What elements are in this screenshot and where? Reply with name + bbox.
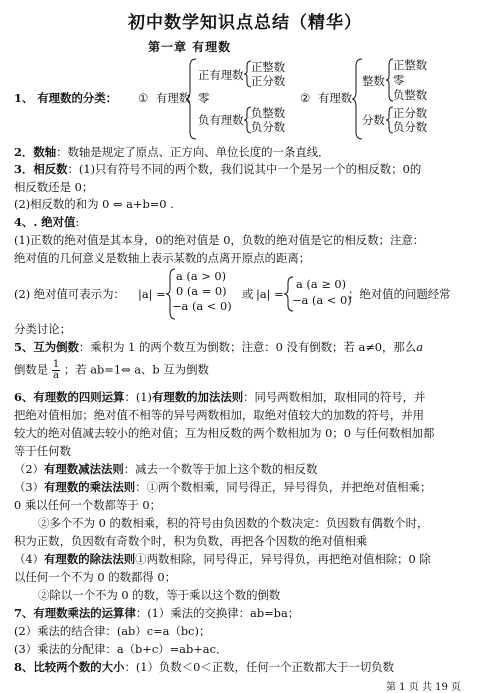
division-rule-line [14, 552, 431, 567]
abs-formula-2-case-2: −a (a < 0) [292, 293, 352, 307]
class1-head: 有理数 [156, 91, 191, 105]
section-4-line-a: (1)正数的绝对值是其本身，0的绝对值是 0，负数的绝对值是它的相反数；注意： [14, 233, 425, 247]
section-6-line-c: 较大的绝对值减去较小的绝对值；互为相反数的两个数相加为 0；0 与任何数相加都 [14, 426, 435, 440]
section-5-line-b [14, 360, 209, 381]
fraction-denominator: a [53, 370, 59, 381]
multiplication-rule-line [14, 480, 431, 495]
subtraction-rule-text: ：减去一个数等于加上这个数的相反数 [123, 462, 318, 476]
class2-marker: ② [300, 91, 311, 105]
section-6-mid: ：(1) [124, 390, 152, 404]
class2-fraction: 分数 [362, 113, 385, 127]
multiplication-rule-num: （3） [14, 480, 45, 494]
class1-neg-frac: 负分数 [251, 120, 286, 134]
addition-rule-text: ：同号两数相加，取相同的符号，并 [243, 390, 426, 404]
division-rule-line-c: ②除以一个不为 0 的数，等于乘以这个数的倒数 [38, 588, 281, 602]
document-title: 初中数学知识点总结（精华） [128, 13, 362, 33]
abs-note: ；绝对值的问题经常 [348, 287, 451, 301]
addition-rule-term: 有理数的加法法则 [151, 390, 244, 404]
reciprocal-fraction [52, 360, 60, 381]
multiplication-rule-line-c: ②多个不为 0 的数相乘，积的符号由负因数的个数决定：负因数有偶数个时， [38, 516, 429, 530]
section-3-line [14, 162, 421, 177]
section-4-line [14, 215, 79, 230]
abs-formula-1-case-2: 0 (a = 0) [176, 284, 227, 298]
division-rule-term: 有理数的除法法则 [44, 552, 136, 566]
section-6-term: 6、有理数的四则运算 [14, 390, 125, 404]
abs-formula-1-case-1: a (a > 0) [176, 269, 227, 283]
reciprocal-post: ；若 ab=1⇔ a、b 互为倒数 [63, 362, 209, 377]
section-2-number: 2． [14, 145, 34, 159]
section-7-text: ：(1）乘法的交换律：ab=ba； [135, 606, 300, 620]
section-8-term: 8、比较两个数的大小 [14, 660, 125, 674]
section-7-line [14, 606, 299, 621]
section-8-line [14, 660, 394, 675]
section-3-text: ：(1)只有符号不同的两个数，我们说其中一个是另一个的相反数；0的 [67, 162, 422, 176]
abs-intro: (2) 绝对值可表示为： [14, 287, 125, 301]
class2-int-pos: 正整数 [393, 58, 428, 72]
section-4-line-b: 绝对值的几何意义是数轴上表示某数的点离开原点的距离； [14, 251, 311, 265]
section-2-line [14, 145, 330, 160]
reciprocal-pre: 倒数是 [14, 362, 49, 377]
section-8-text: ：(1）负数＜0＜正数，任何一个正数都大于一切负数 [124, 660, 394, 674]
class2-frac-pos: 正分数 [393, 106, 428, 120]
section-4-line-d: 分类讨论； [14, 322, 71, 336]
abs-or: 或 [242, 287, 254, 301]
multiplication-rule-text: ：①两个数相乘，同号得正，异号得负，并把绝对值相乘； [135, 480, 432, 494]
abs-formula-2-lhs: |a| = [256, 287, 284, 301]
abs-formula-2-case-1: a (a ≥ 0) [296, 277, 347, 291]
page-footer: 第 1 页 共 19 页 [386, 682, 461, 693]
division-rule-text: ①两数相除，同号得正，异号得负，再把绝对值相除；0 除 [135, 552, 431, 566]
subtraction-rule-line [14, 462, 317, 477]
section-6-line-d: 等于任何数 [14, 444, 71, 458]
section-2-text: ：数轴是规定了原点、正方向、单位长度的一条直线． [56, 145, 330, 159]
class1-pos-frac: 正分数 [251, 74, 286, 88]
chapter-heading: 第一章 有理数 [148, 40, 232, 54]
class1-pos-int: 正整数 [251, 60, 286, 74]
section-5-var: a [416, 340, 424, 354]
class1-neg-rational: 负有理数 [198, 113, 244, 127]
section-6-line [14, 390, 425, 405]
multiplication-rule-line-d: 积为正数，负因数有奇数个时，积为负数，再把各个因数的绝对值相乘 [14, 534, 368, 548]
class2-int-neg: 负整数 [393, 88, 428, 102]
section-5-term: 5、互为倒数 [14, 340, 79, 354]
division-rule-line-b: 以任何一个不为 0 的数都得 0； [14, 570, 177, 584]
section-6-line-b: 把绝对值相加；绝对值不相等的异号两数相加，取绝对值较大的加数的符号，并用 [14, 408, 425, 422]
class1-marker: ① [138, 91, 149, 105]
section-4-colon: : [75, 215, 80, 229]
section-7-line-c: (3）乘法的分配律：a（b+c）=ab+ac． [14, 642, 228, 656]
class2-integer: 整数 [362, 74, 385, 88]
section-5-line [14, 340, 423, 355]
abs-formula-1-lhs: |a| = [138, 287, 166, 301]
section-7-line-b: (2）乘法的结合律：(ab）c=a（bc)； [14, 624, 211, 638]
section-7-term: 7、有理数乘法的运算律 [14, 606, 136, 620]
multiplication-rule-line-b: 0 乘以任何一个数都等于 0； [14, 498, 162, 512]
section-3-line-c: (2)相反数的和为 0 ⇔ a+b=0 . [14, 197, 174, 211]
fraction-numerator: 1 [52, 359, 60, 370]
class1-neg-int: 负整数 [251, 106, 286, 120]
abs-formula-1-case-3: −a (a < 0) [172, 299, 232, 313]
subtraction-rule-term: 有理数减法法则 [44, 462, 124, 476]
section-3-number: 3． [14, 162, 34, 176]
class1-pos-rational: 正有理数 [198, 68, 244, 82]
multiplication-rule-term: 有理数的乘法法则 [44, 480, 136, 494]
section-2-term: 数轴 [33, 145, 57, 159]
class2-int-zero: 零 [393, 73, 405, 87]
section-5-text: ：乘积为 1 的两个数互为倒数；注意：0 没有倒数；若 a≠0，那么 [78, 340, 417, 354]
class2-frac-neg: 负分数 [393, 120, 428, 134]
division-rule-num: （4） [14, 552, 45, 566]
section-3-term: 相反数 [33, 162, 68, 176]
section-4-term: 4、. 绝对值 [14, 215, 76, 229]
section-3-line-b: 相反数还是 0； [14, 180, 94, 194]
class2-head: 有理数 [318, 91, 353, 105]
class1-outer-brace [186, 58, 198, 140]
class1-zero: 零 [198, 91, 210, 105]
subtraction-rule-num: （2） [14, 462, 45, 476]
section-1-label: 1、 有理数的分类： [14, 91, 118, 105]
